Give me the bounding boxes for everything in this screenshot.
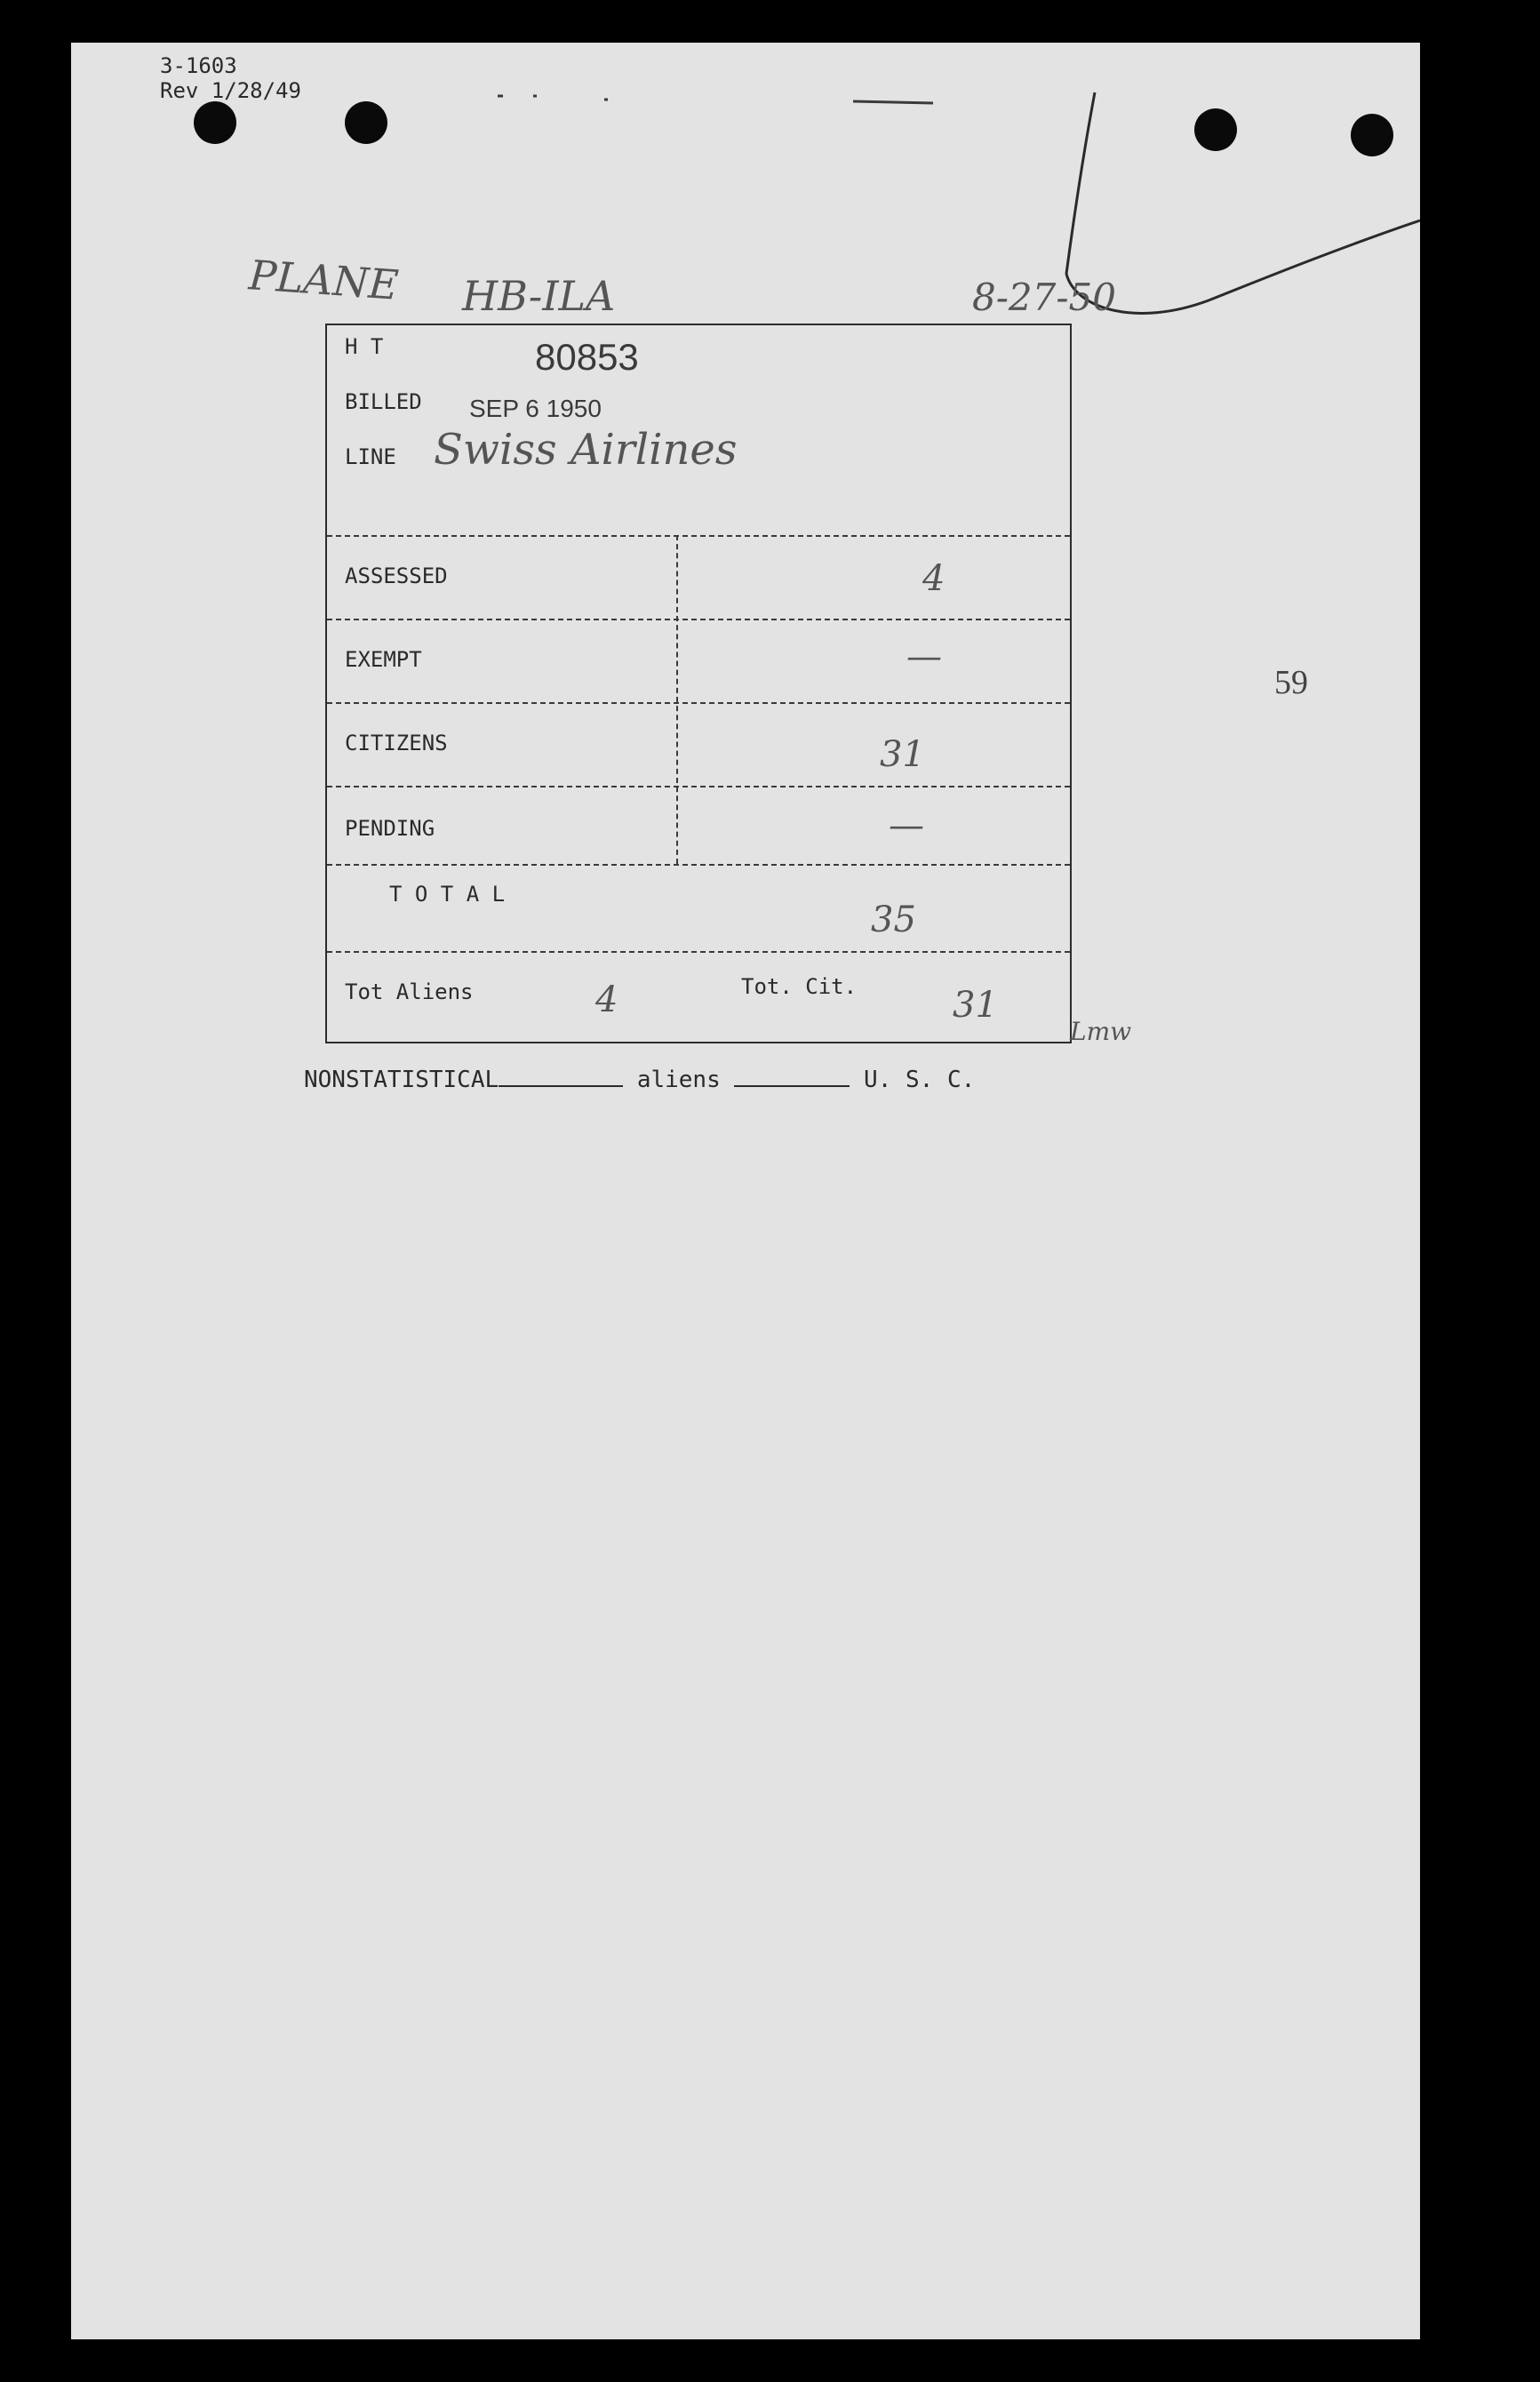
nonstatistical-line — [304, 1067, 975, 1093]
total-value: 35 — [871, 899, 916, 940]
divider — [327, 951, 1070, 953]
line-label: LINE — [345, 444, 396, 469]
form-number: 3-1603 — [160, 53, 237, 78]
tot-cit-value: 31 — [953, 985, 998, 1026]
citizens-label: CITIZENS — [345, 731, 448, 755]
tot-aliens-value: 4 — [595, 979, 618, 1020]
line-value: Swiss Airlines — [434, 425, 738, 475]
form-revision: Rev 1/28/49 — [160, 78, 301, 103]
billed-label: BILLED — [345, 389, 422, 414]
billed-date: SEP 6 1950 — [469, 395, 602, 422]
assessed-label: ASSESSED — [345, 564, 448, 588]
divider — [327, 702, 1070, 704]
clerk-initials: Lmw — [1070, 1017, 1132, 1046]
exempt-label: EXEMPT — [345, 647, 422, 672]
pending-label: PENDING — [345, 816, 435, 841]
ht-number: 80853 — [535, 336, 639, 378]
usc-label: U. S. C. — [864, 1067, 976, 1093]
total-label: T O T A L — [389, 882, 506, 907]
divider — [327, 786, 1070, 787]
tot-aliens-label: Tot Aliens — [345, 979, 474, 1004]
aliens-blank — [734, 1067, 850, 1087]
nonstat-blank — [499, 1067, 623, 1087]
divider — [327, 619, 1070, 620]
tally-form — [325, 324, 1072, 1043]
column-divider — [676, 535, 678, 864]
nonstat-label: NONSTATISTICAL — [304, 1067, 499, 1093]
divider — [327, 864, 1070, 866]
plane-id: HB-ILA — [462, 272, 616, 320]
aliens-label: aliens — [636, 1067, 721, 1093]
form-date: 8-27-50 — [972, 276, 1116, 319]
page-number: 59 — [1274, 664, 1308, 701]
exempt-value: — — [906, 636, 942, 677]
tot-cit-label: Tot. Cit. — [741, 974, 858, 999]
document-page — [71, 43, 1420, 2339]
divider — [327, 535, 1070, 537]
pending-value: — — [889, 805, 924, 846]
plane-label: PLANE — [247, 251, 401, 309]
citizens-value: 31 — [880, 734, 925, 775]
assessed-value: 4 — [922, 558, 946, 599]
ht-label: H T — [345, 334, 384, 359]
